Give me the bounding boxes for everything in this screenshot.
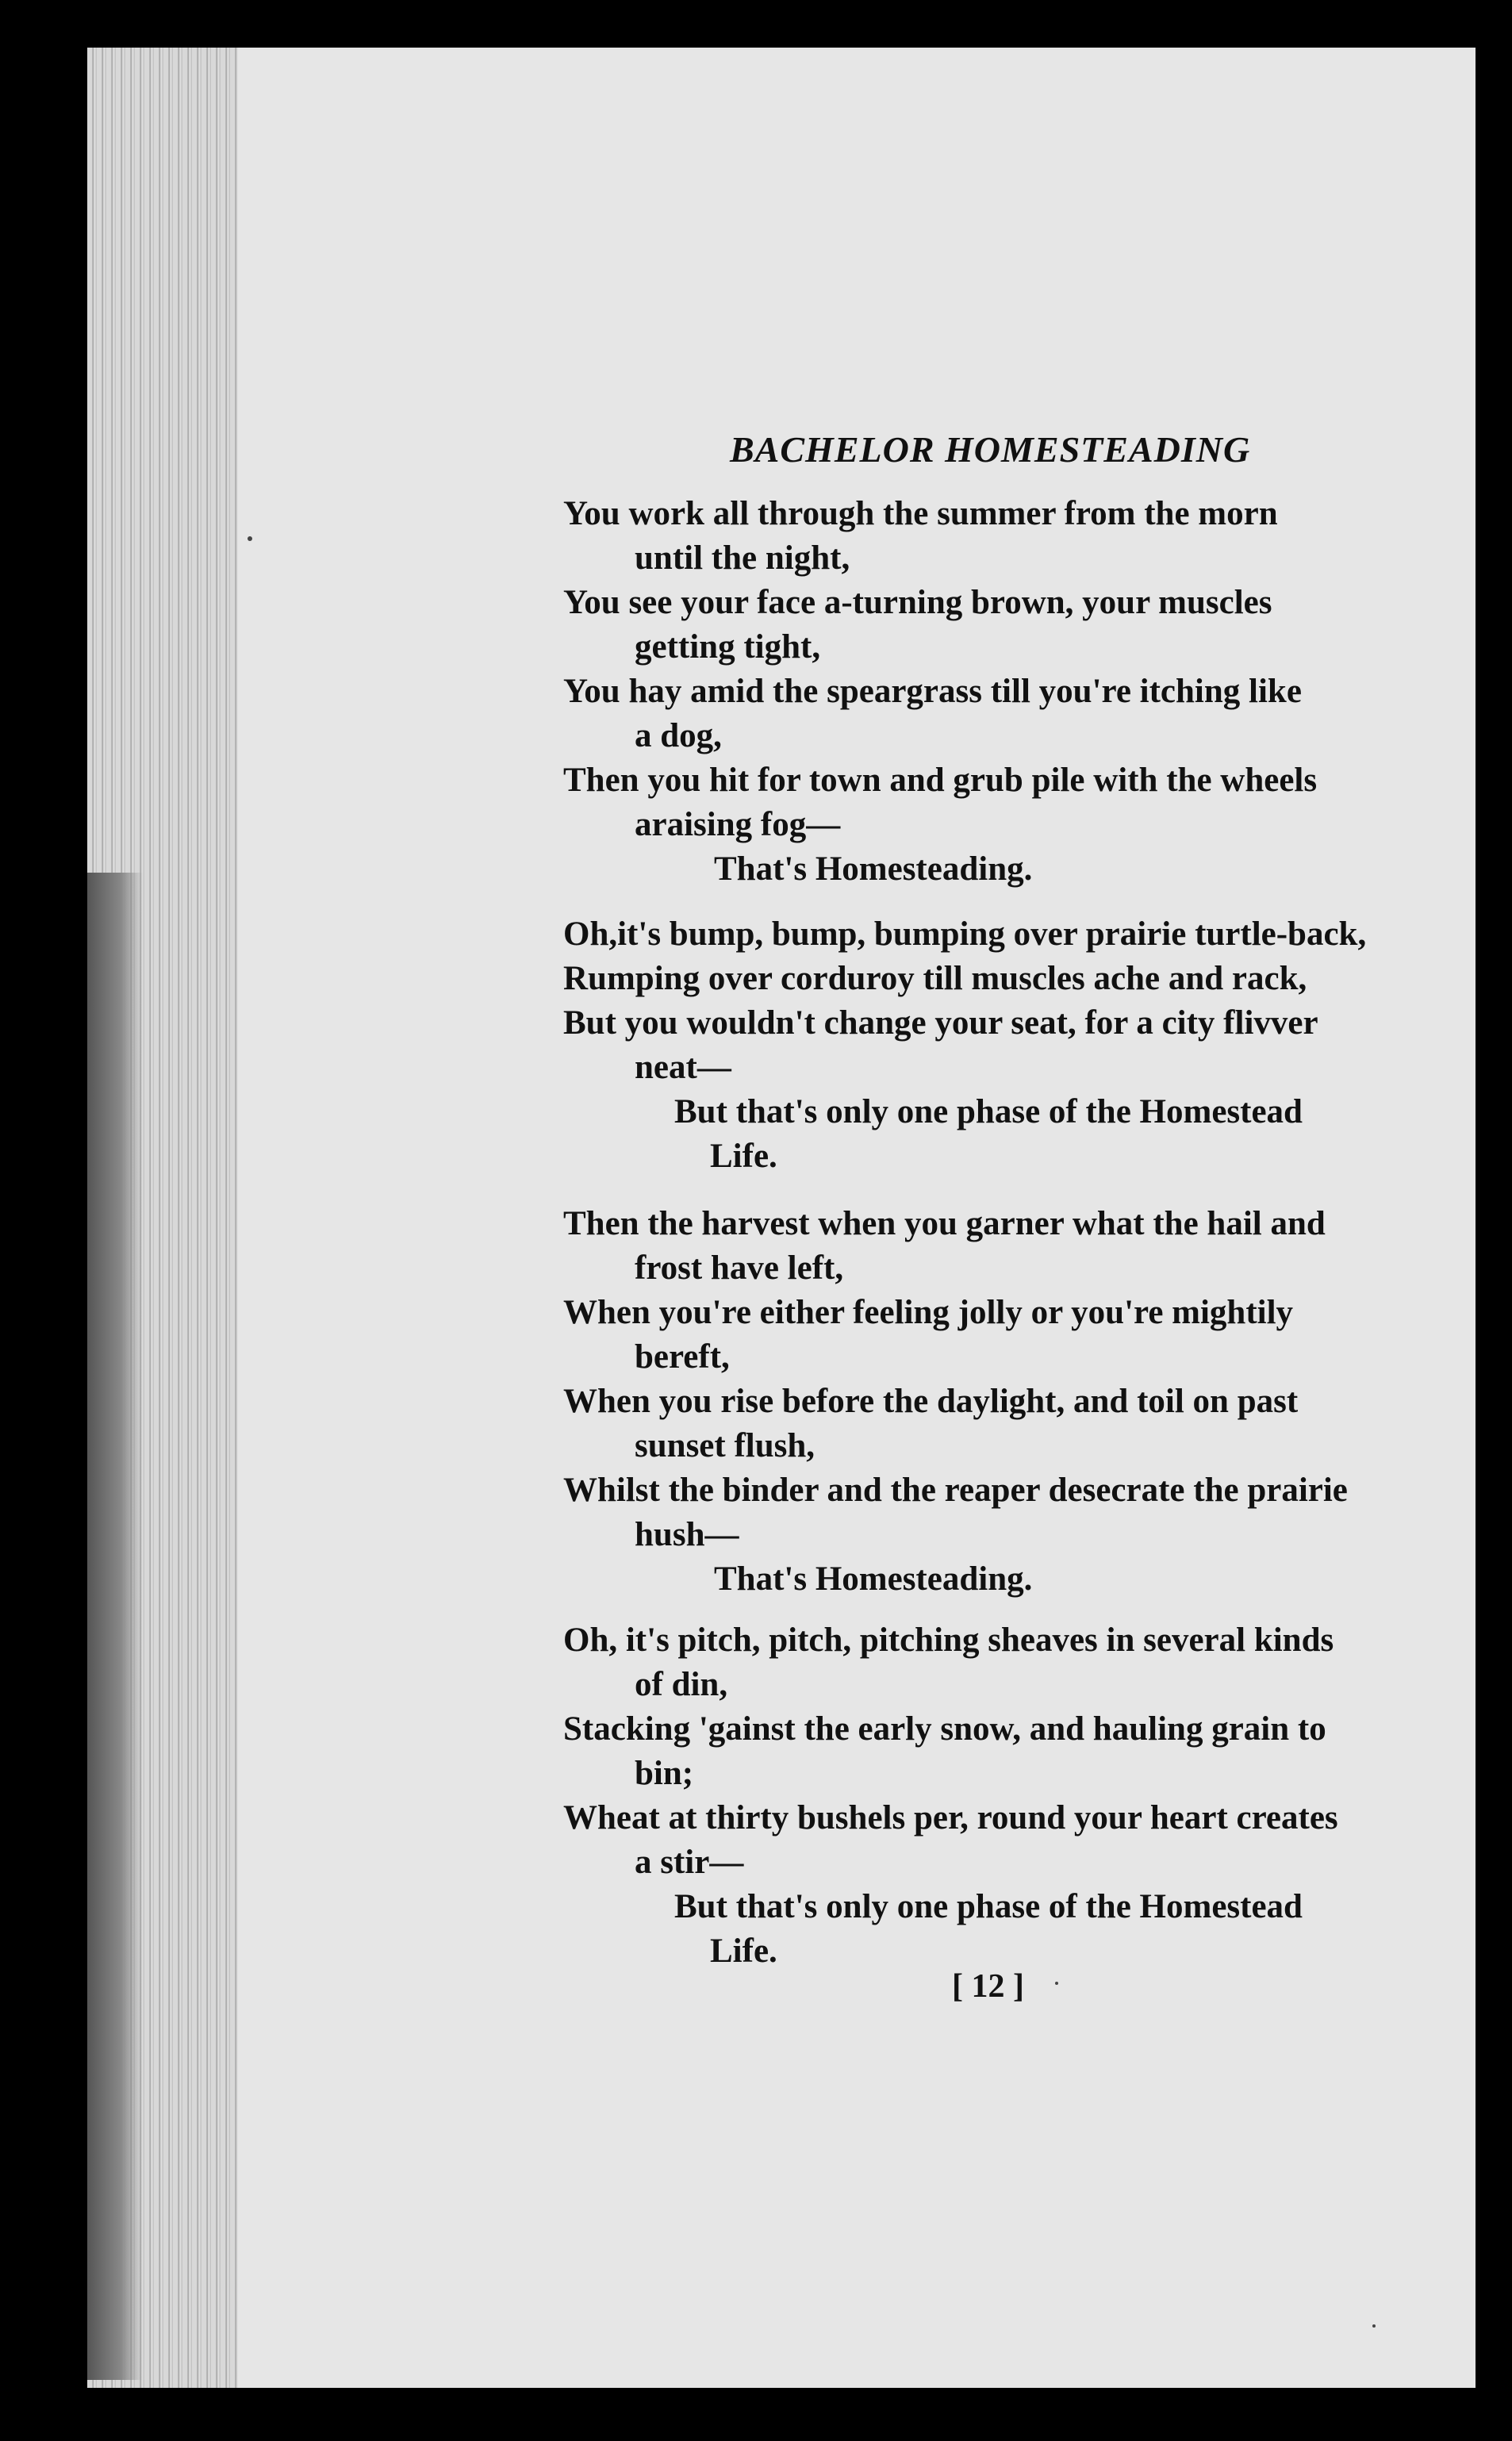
poem-line [563, 1202, 1464, 1291]
line-text: Then the harvest when you garner what the hail and [563, 1205, 1326, 1242]
line-text: You hay amid the speargrass till you're itching like [563, 673, 1302, 710]
stanza-4 [563, 1618, 1464, 1974]
line-text: Then you hit for town and grub pile with the wheels [563, 762, 1318, 799]
line-continuation: hush— [635, 1516, 739, 1553]
refrain-line [563, 1885, 1464, 1974]
stanza-1 [563, 492, 1464, 892]
line-continuation: of din, [635, 1666, 728, 1703]
line-text: Wheat at thirty bushels per, round your heart creates [563, 1799, 1338, 1837]
refrain-continuation: Life. [710, 1138, 777, 1175]
poem-line [563, 957, 1464, 1001]
poem-line [563, 1618, 1464, 1707]
refrain-line [563, 1090, 1464, 1179]
line-continuation: araising fog— [635, 806, 841, 843]
poem-line [563, 1796, 1464, 1885]
line-text: Whilst the binder and the reaper desecrate the prairie [563, 1472, 1348, 1509]
refrain-text: That's Homesteading. [714, 850, 1033, 888]
line-text: You see your face a-turning brown, your muscles [563, 584, 1272, 621]
refrain-text: But that's only one phase of the Homestead [674, 1093, 1303, 1130]
line-text: Oh, it's pitch, pitch, pitching sheaves in several kinds [563, 1622, 1334, 1659]
line-text: When you rise before the daylight, and toil on past [563, 1383, 1299, 1420]
line-continuation: sunset flush, [635, 1427, 815, 1464]
poem-line [563, 1707, 1464, 1796]
line-continuation: frost have left, [635, 1249, 844, 1287]
stanza-2 [563, 912, 1464, 1179]
dust-speck [1055, 1982, 1058, 1985]
poem-line [563, 1468, 1464, 1557]
line-text: Stacking 'gainst the early snow, and hauling grain to [563, 1710, 1326, 1748]
poem-line [563, 1380, 1464, 1468]
line-continuation: getting tight, [635, 628, 821, 666]
line-continuation: bin; [635, 1755, 694, 1792]
refrain-continuation: Life. [710, 1932, 777, 1970]
poem-line [563, 1001, 1464, 1090]
refrain-text: But that's only one phase of the Homestead [674, 1888, 1303, 1925]
poem-line [563, 492, 1464, 581]
poem-line [563, 581, 1464, 670]
line-continuation: neat— [635, 1049, 731, 1086]
line-continuation: until the night, [635, 539, 850, 577]
page-number: [ 12 ] [952, 1968, 1024, 2005]
poem-line [563, 758, 1464, 847]
line-text: But you wouldn't change your seat, for a city flivver [563, 1004, 1318, 1042]
dust-speck [248, 536, 252, 541]
dust-speck [1372, 2324, 1376, 2328]
refrain-text: That's Homesteading. [714, 1560, 1033, 1598]
line-continuation: a stir— [635, 1844, 744, 1881]
stanza-3 [563, 1202, 1464, 1602]
line-text: Rumping over corduroy till muscles ache and rack, [563, 960, 1307, 997]
poem-line [563, 1291, 1464, 1380]
line-continuation: a dog, [635, 717, 722, 754]
line-text: Oh,it's bump, bump, bumping over prairie turtle-back, [563, 915, 1367, 953]
line-text: You work all through the summer from the morn [563, 495, 1278, 532]
line-continuation: bereft, [635, 1338, 730, 1376]
refrain-line [563, 847, 1464, 892]
line-text: When you're either feeling jolly or you're mightily [563, 1294, 1294, 1331]
refrain-line [563, 1557, 1464, 1602]
poem-line [563, 912, 1464, 957]
page-edge-shadow [87, 873, 143, 2380]
poem-title: BACHELOR HOMESTEADING [730, 429, 1251, 470]
poem-line [563, 670, 1464, 758]
